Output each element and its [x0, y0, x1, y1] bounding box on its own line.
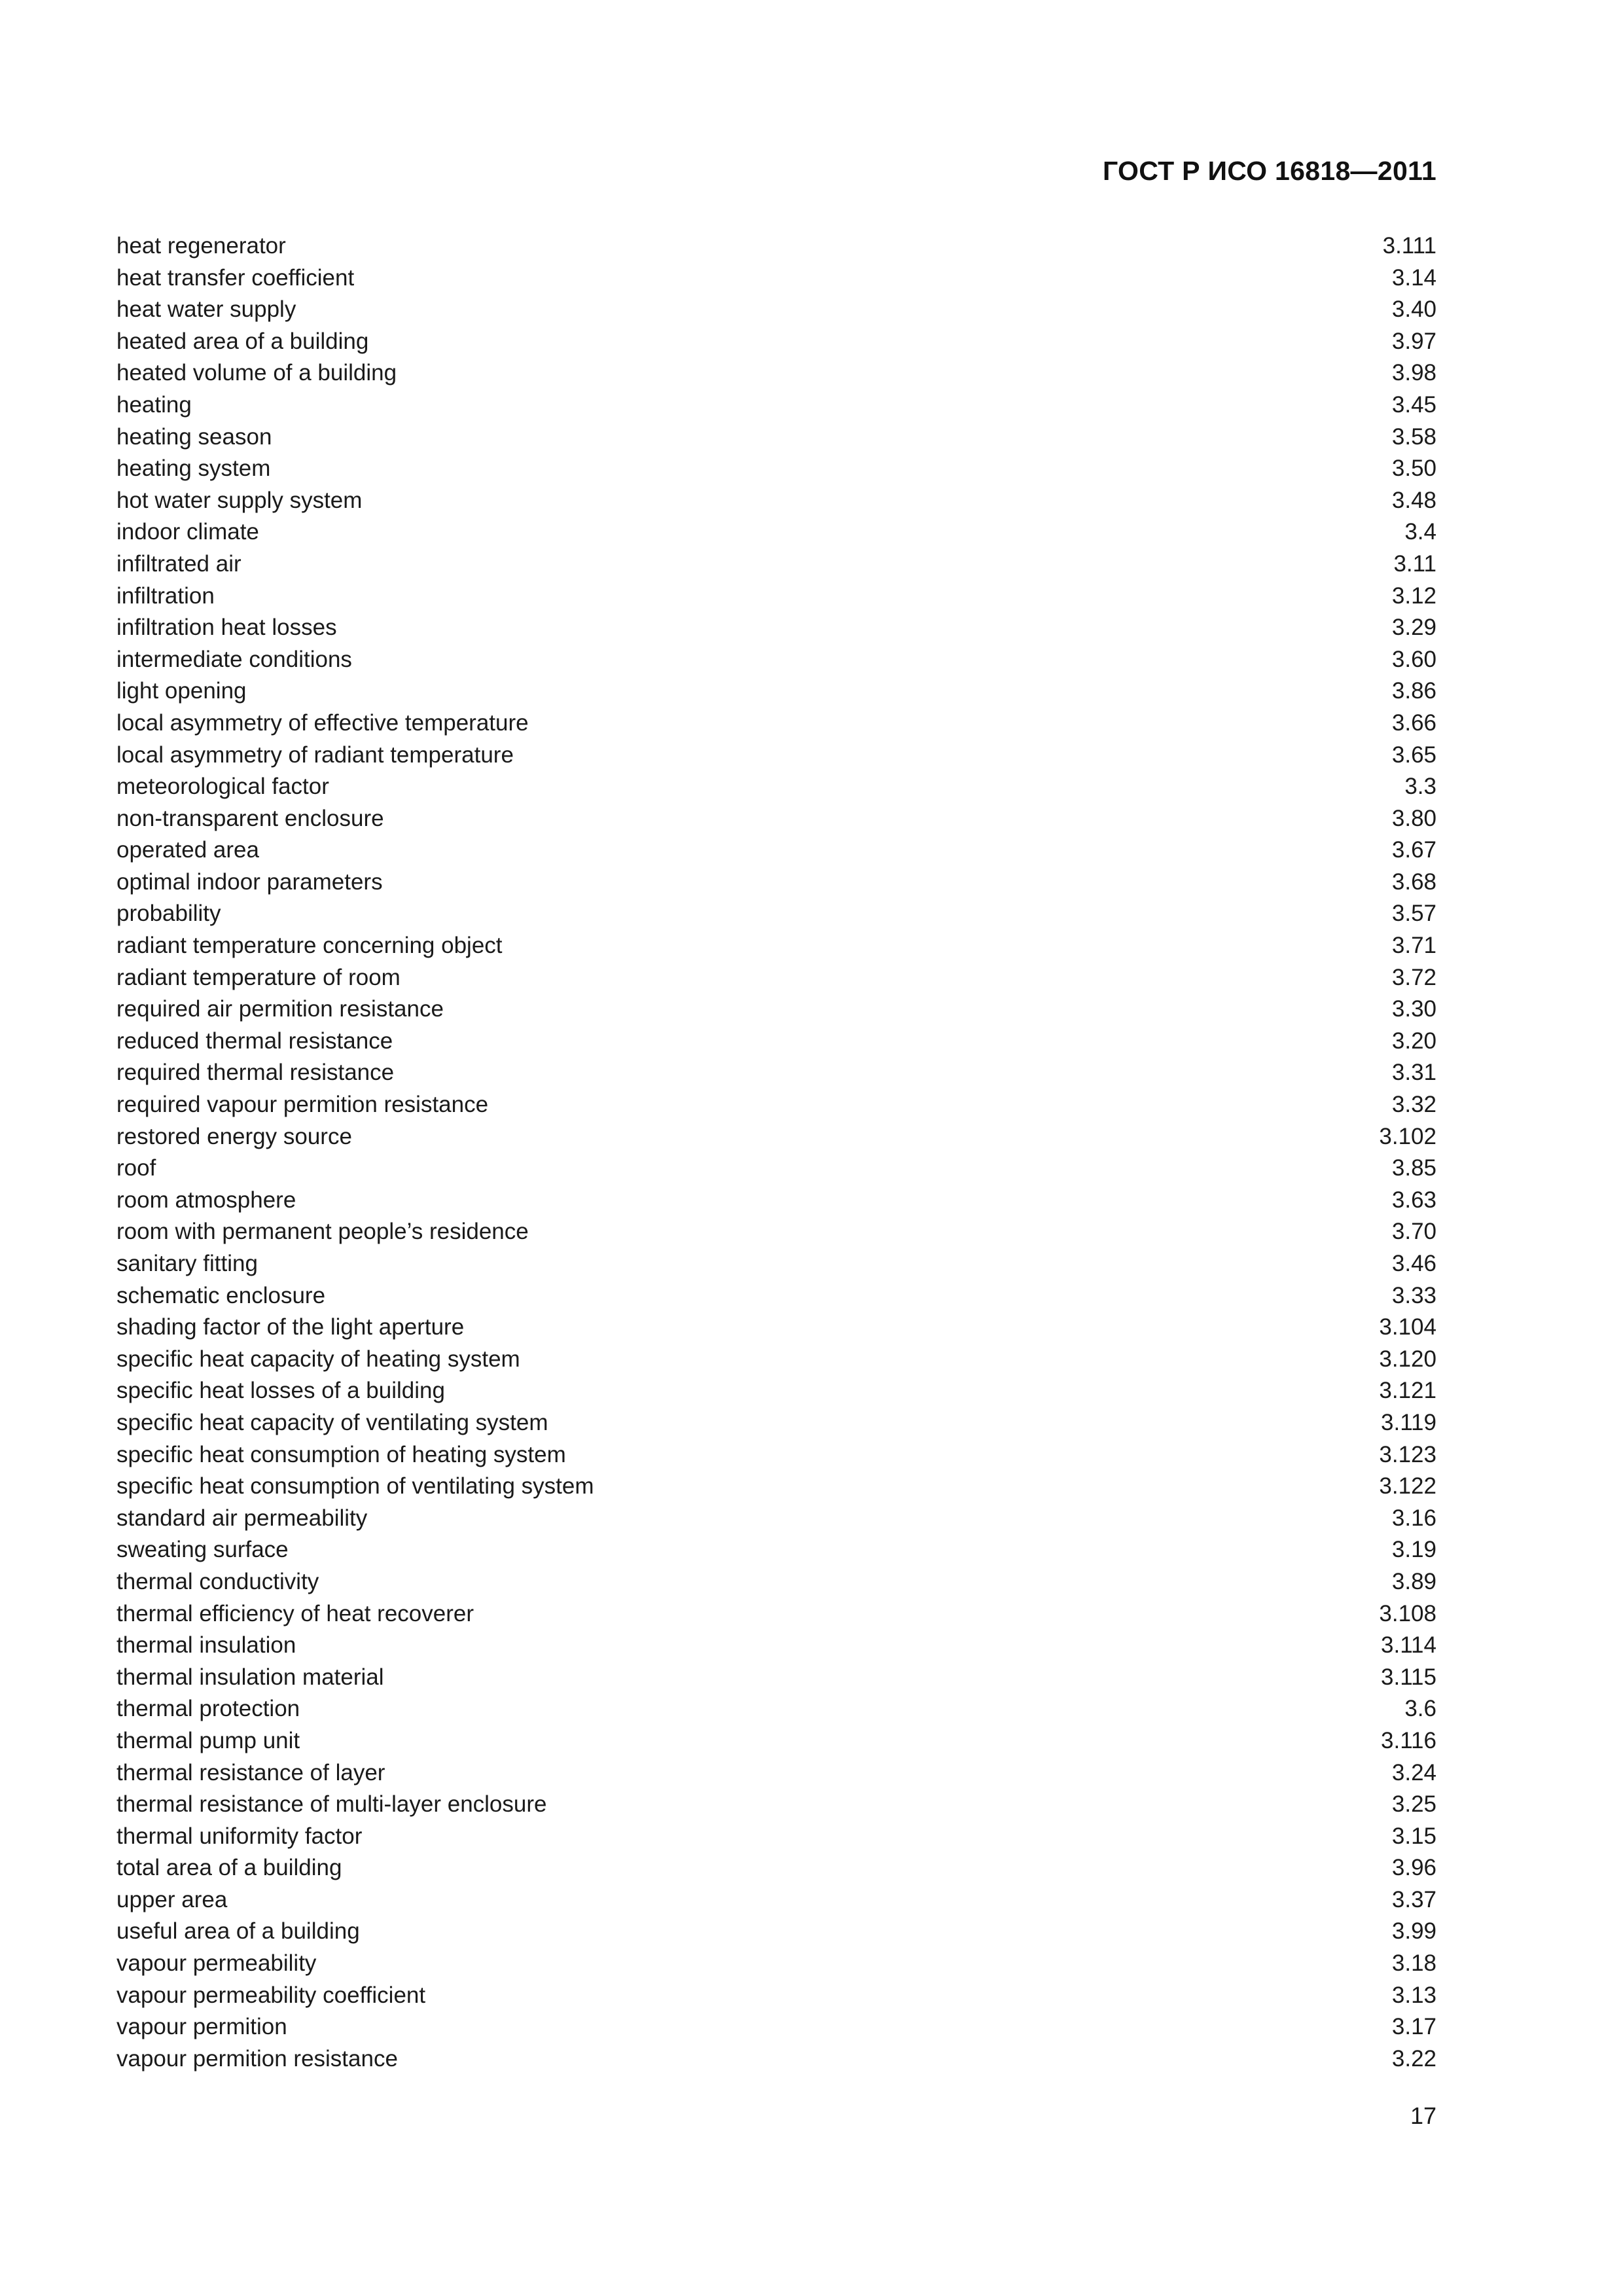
index-row — [116, 1916, 1436, 1948]
index-row — [116, 1312, 1436, 1344]
index-term: specific heat consumption of ventilating system — [116, 1473, 594, 1499]
index-row — [116, 294, 1436, 326]
index-section-ref: 3.15 — [1391, 1823, 1436, 1849]
index-row — [116, 1153, 1436, 1185]
index-section-ref: 3.50 — [1391, 456, 1436, 482]
index-row — [116, 1534, 1436, 1566]
index-term: roof — [116, 1155, 156, 1181]
index-term: specific heat capacity of heating system — [116, 1346, 520, 1372]
index-term: indoor climate — [116, 519, 259, 545]
index-term: specific heat capacity of ventilating system — [116, 1409, 548, 1435]
index-term: thermal uniformity factor — [116, 1823, 363, 1849]
index-term: radiant temperature of room — [116, 964, 401, 990]
index-row — [116, 262, 1436, 295]
index-term: light opening — [116, 678, 247, 704]
index-term: schematic enclosure — [116, 1282, 326, 1308]
index-term: required air permition resistance — [116, 996, 444, 1022]
index-row — [116, 803, 1436, 835]
index-section-ref: 3.19 — [1391, 1537, 1436, 1563]
index-row — [116, 326, 1436, 358]
index-term: thermal insulation material — [116, 1664, 384, 1690]
index-section-ref: 3.96 — [1391, 1855, 1436, 1881]
index-row — [116, 834, 1436, 867]
index-section-ref: 3.104 — [1379, 1314, 1436, 1340]
index-section-ref: 3.98 — [1391, 360, 1436, 386]
document-code-header: ГОСТ Р ИСО 16818—2011 — [1103, 156, 1436, 186]
index-section-ref: 3.46 — [1391, 1251, 1436, 1276]
index-term: shading factor of the light aperture — [116, 1314, 465, 1340]
index-section-ref: 3.20 — [1391, 1028, 1436, 1054]
index-term: heat transfer coefficient — [116, 264, 355, 291]
index-term: thermal pump unit — [116, 1727, 300, 1753]
index-term: vapour permeability coefficient — [116, 1982, 426, 2008]
index-row — [116, 485, 1436, 517]
index-row — [116, 548, 1436, 581]
index-term: thermal protection — [116, 1696, 300, 1722]
index-term: infiltrated air — [116, 550, 241, 577]
index-row — [116, 230, 1436, 262]
index-term: hot water supply system — [116, 487, 363, 513]
index-term: heat regenerator — [116, 233, 286, 259]
index-term: heated volume of a building — [116, 360, 397, 386]
index-row — [116, 930, 1436, 962]
index-section-ref: 3.111 — [1382, 233, 1436, 259]
index-term: thermal conductivity — [116, 1568, 319, 1594]
index-term: thermal resistance of multi-layer enclosure — [116, 1791, 547, 1818]
index-section-ref: 3.31 — [1391, 1060, 1436, 1086]
index-row — [116, 740, 1436, 772]
index-term: thermal efficiency of heat recoverer — [116, 1600, 474, 1626]
index-term: standard air permeability — [116, 1505, 368, 1531]
index-term: optimal indoor parameters — [116, 869, 383, 895]
index-row — [116, 1757, 1436, 1789]
index-row — [116, 1884, 1436, 1916]
index-row — [116, 1725, 1436, 1757]
index-section-ref: 3.18 — [1391, 1950, 1436, 1977]
index-row — [116, 1375, 1436, 1407]
index-section-ref: 3.25 — [1391, 1791, 1436, 1818]
index-term: required vapour permition resistance — [116, 1092, 489, 1118]
index-term: local asymmetry of radiant temperature — [116, 742, 514, 768]
index-section-ref: 3.70 — [1391, 1219, 1436, 1245]
index-section-ref: 3.66 — [1391, 709, 1436, 736]
index-row — [116, 1693, 1436, 1725]
index-row — [116, 389, 1436, 422]
index-section-ref: 3.85 — [1391, 1155, 1436, 1181]
index-term: intermediate conditions — [116, 646, 352, 672]
index-row — [116, 1503, 1436, 1535]
index-row — [116, 1026, 1436, 1058]
index-section-ref: 3.71 — [1391, 933, 1436, 959]
index-row — [116, 1407, 1436, 1439]
index-term: radiant temperature concerning object — [116, 933, 503, 959]
index-row — [116, 1344, 1436, 1376]
index-term: vapour permition — [116, 2014, 287, 2040]
index-section-ref: 3.102 — [1379, 1123, 1436, 1149]
index-term: non-transparent enclosure — [116, 805, 384, 831]
index-term: total area of a building — [116, 1855, 342, 1881]
index-section-ref: 3.80 — [1391, 805, 1436, 831]
index-term: probability — [116, 901, 221, 927]
index-row — [116, 1662, 1436, 1694]
index-row — [116, 1471, 1436, 1503]
index-row — [116, 1439, 1436, 1471]
index-section-ref: 3.32 — [1391, 1092, 1436, 1118]
index-row — [116, 1598, 1436, 1630]
index-row — [116, 1948, 1436, 1980]
page-number: 17 — [1410, 2102, 1436, 2129]
index-term: room with permanent people’s residence — [116, 1219, 529, 1245]
index-section-ref: 3.86 — [1391, 678, 1436, 704]
index-section-ref: 3.57 — [1391, 901, 1436, 927]
index-row — [116, 2043, 1436, 2075]
index-term: upper area — [116, 1886, 228, 1912]
index-section-ref: 3.122 — [1379, 1473, 1436, 1499]
index-section-ref: 3.4 — [1404, 519, 1436, 545]
index-term: room atmosphere — [116, 1187, 296, 1213]
index-section-ref: 3.108 — [1379, 1600, 1436, 1626]
index-row — [116, 612, 1436, 644]
index-term: required thermal resistance — [116, 1060, 395, 1086]
index-row — [116, 1216, 1436, 1248]
index-section-ref: 3.65 — [1391, 742, 1436, 768]
index-section-ref: 3.16 — [1391, 1505, 1436, 1531]
index-term: useful area of a building — [116, 1918, 360, 1945]
index-row — [116, 1789, 1436, 1821]
term-index-list — [116, 230, 1436, 2075]
index-section-ref: 3.121 — [1379, 1378, 1436, 1404]
index-section-ref: 3.48 — [1391, 487, 1436, 513]
index-row — [116, 1057, 1436, 1089]
index-row — [116, 1185, 1436, 1217]
index-row — [116, 1566, 1436, 1598]
index-row — [116, 867, 1436, 899]
index-section-ref: 3.68 — [1391, 869, 1436, 895]
index-term: vapour permeability — [116, 1950, 317, 1977]
index-section-ref: 3.89 — [1391, 1568, 1436, 1594]
index-row — [116, 581, 1436, 613]
index-row — [116, 675, 1436, 708]
index-row — [116, 1248, 1436, 1280]
index-section-ref: 3.58 — [1391, 423, 1436, 450]
index-term: sanitary fitting — [116, 1251, 258, 1276]
index-section-ref: 3.99 — [1391, 1918, 1436, 1945]
index-section-ref: 3.45 — [1391, 391, 1436, 418]
index-section-ref: 3.6 — [1404, 1696, 1436, 1722]
index-row — [116, 708, 1436, 740]
index-row — [116, 1980, 1436, 2012]
index-section-ref: 3.13 — [1391, 1982, 1436, 2008]
index-section-ref: 3.12 — [1391, 583, 1436, 609]
index-term: specific heat losses of a building — [116, 1378, 445, 1404]
index-section-ref: 3.29 — [1391, 615, 1436, 641]
index-term: heated area of a building — [116, 328, 369, 354]
index-term: heating system — [116, 456, 271, 482]
index-section-ref: 3.22 — [1391, 2045, 1436, 2072]
index-row — [116, 422, 1436, 454]
index-row — [116, 1089, 1436, 1121]
index-row — [116, 962, 1436, 994]
index-section-ref: 3.33 — [1391, 1282, 1436, 1308]
index-term: infiltration — [116, 583, 215, 609]
index-term: restored energy source — [116, 1123, 352, 1149]
index-term: thermal resistance of layer — [116, 1759, 385, 1785]
index-section-ref: 3.63 — [1391, 1187, 1436, 1213]
index-term: thermal insulation — [116, 1632, 296, 1659]
index-section-ref: 3.37 — [1391, 1886, 1436, 1912]
index-term: heating season — [116, 423, 272, 450]
index-row — [116, 771, 1436, 803]
index-section-ref: 3.116 — [1381, 1727, 1436, 1753]
index-section-ref: 3.72 — [1391, 964, 1436, 990]
index-section-ref: 3.11 — [1393, 550, 1436, 577]
index-section-ref: 3.3 — [1404, 774, 1436, 800]
index-row — [116, 357, 1436, 389]
index-section-ref: 3.97 — [1391, 328, 1436, 354]
index-term: reduced thermal resistance — [116, 1028, 393, 1054]
index-row — [116, 1630, 1436, 1662]
index-row — [116, 898, 1436, 930]
index-term: infiltration heat losses — [116, 615, 337, 641]
index-term: vapour permition resistance — [116, 2045, 398, 2072]
index-term: local asymmetry of effective temperature — [116, 709, 529, 736]
index-section-ref: 3.119 — [1381, 1409, 1436, 1435]
index-section-ref: 3.120 — [1379, 1346, 1436, 1372]
index-section-ref: 3.114 — [1381, 1632, 1436, 1659]
index-row — [116, 1121, 1436, 1153]
index-row — [116, 453, 1436, 485]
index-section-ref: 3.24 — [1391, 1759, 1436, 1785]
index-section-ref: 3.115 — [1381, 1664, 1436, 1690]
index-row — [116, 1852, 1436, 1884]
index-section-ref: 3.60 — [1391, 646, 1436, 672]
index-row — [116, 1280, 1436, 1312]
index-term: meteorological factor — [116, 774, 329, 800]
index-row — [116, 1821, 1436, 1853]
index-section-ref: 3.17 — [1391, 2014, 1436, 2040]
index-section-ref: 3.40 — [1391, 296, 1436, 323]
index-row — [116, 2011, 1436, 2043]
index-term: specific heat consumption of heating system — [116, 1441, 566, 1467]
index-section-ref: 3.123 — [1379, 1441, 1436, 1467]
index-row — [116, 994, 1436, 1026]
index-term: heating — [116, 391, 192, 418]
index-row — [116, 516, 1436, 548]
index-section-ref: 3.14 — [1391, 264, 1436, 291]
index-section-ref: 3.30 — [1391, 996, 1436, 1022]
index-term: operated area — [116, 837, 259, 863]
index-row — [116, 644, 1436, 676]
index-section-ref: 3.67 — [1391, 837, 1436, 863]
index-term: heat water supply — [116, 296, 296, 323]
index-term: sweating surface — [116, 1537, 289, 1563]
